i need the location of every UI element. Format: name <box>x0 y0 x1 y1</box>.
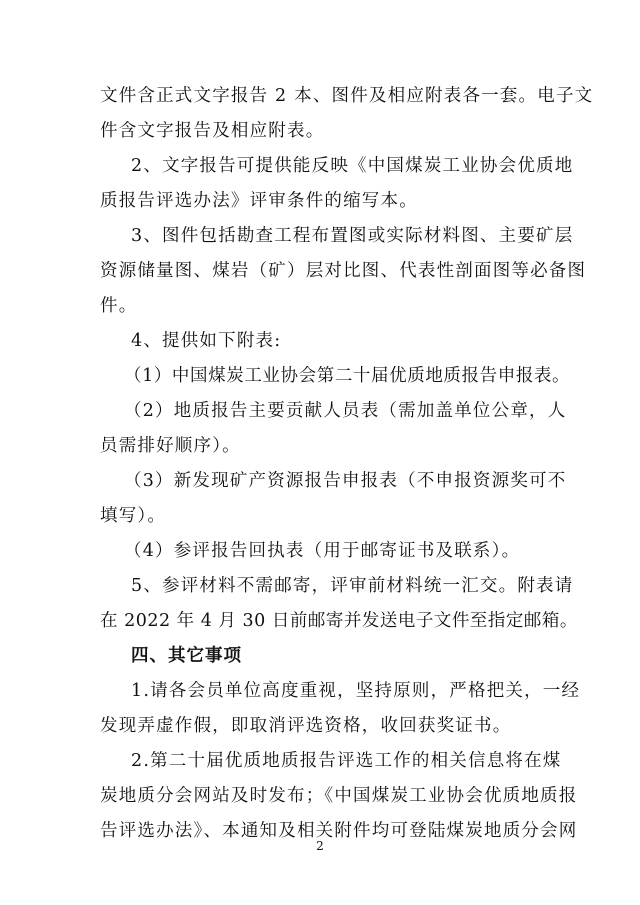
paragraph-line: 3、图件包括勘查工程布置图或实际材料图、主要矿层 <box>131 226 574 246</box>
paragraph-line: 4、提供如下附表: <box>131 331 282 351</box>
section-heading: 四、其它事项 <box>131 646 242 666</box>
paragraph-line: 在 2022 年 4 月 30 日前邮寄并发送电子文件至指定邮箱。 <box>100 611 578 631</box>
paragraph-line: 文件含正式文字报告 2 本、图件及相应附表各一套。电子文 <box>100 86 594 106</box>
paragraph-line: 2.第二十届优质地质报告评选工作的相关信息将在煤 <box>131 751 562 771</box>
paragraph-line: 质报告评选办法》评审条件的缩写本。 <box>100 191 418 211</box>
paragraph-line: 件。 <box>100 296 138 316</box>
paragraph-line: 填写）。 <box>100 506 167 526</box>
paragraph-line: 告评选办法》、本通知及相关附件均可登陆煤炭地质分会网 <box>100 821 578 841</box>
paragraph-line: 1.请各会员单位高度重视，坚持原则，严格把关，一经 <box>131 681 581 701</box>
paragraph-line: 5、参评材料不需邮寄，评审前材料统一汇交。附表请 <box>131 576 574 596</box>
paragraph-line: 发现弄虚作假，即取消评选资格，收回获奖证书。 <box>100 716 512 736</box>
paragraph-line: 资源储量图、煤岩（矿）层对比图、代表性剖面图等必备图 <box>100 261 587 281</box>
paragraph-line: （1）中国煤炭工业协会第二十届优质地质报告申报表。 <box>124 366 571 386</box>
page-number: 2 <box>316 839 324 853</box>
paragraph-line: 炭地质分会网站及时发布；《中国煤炭工业协会优质地质报 <box>100 786 578 806</box>
paragraph-line: 2、文字报告可提供能反映《中国煤炭工业协会优质地 <box>131 156 574 176</box>
paragraph-line: （3）新发现矿产资源报告申报表（不申报资源奖可不 <box>124 471 567 491</box>
paragraph-line: 员需排好顺序）。 <box>100 436 241 456</box>
paragraph-line: （2）地质报告主要贡献人员表（需加盖单位公章，人 <box>124 401 567 421</box>
paragraph-line: 件含文字报告及相应附表。 <box>100 121 325 141</box>
paragraph-line: （4）参评报告回执表（用于邮寄证书及联系）。 <box>124 541 521 561</box>
